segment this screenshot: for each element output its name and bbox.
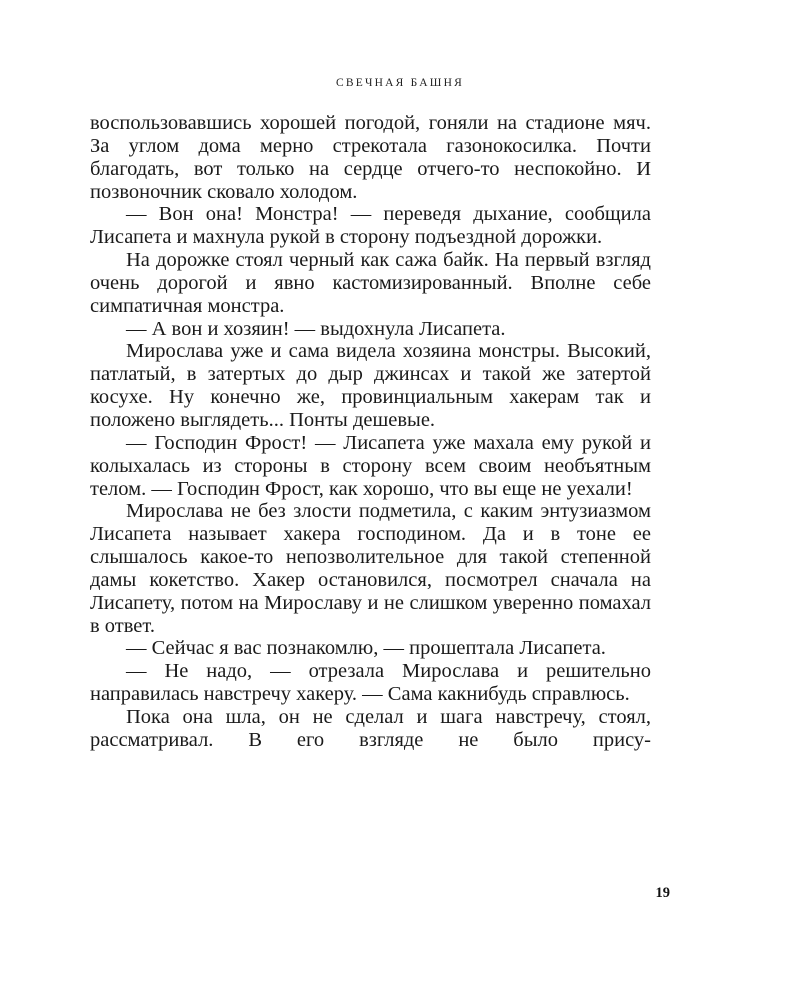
paragraph: — Вон она! Монстра! — переведя дыхание, сообщила Лисапета и махнула рукой в сторону подъездной дорожки. <box>90 203 651 249</box>
paragraph: воспользовавшись хорошей погодой, гоняли на стадионе мяч. За углом дома мерно стрекотала газонокосилка. Почти благодать, вот только на сердце отчего-то неспокойно. И позвоночник сковало холодом. <box>90 112 651 203</box>
paragraph: Пока она шла, он не сделал и шага навстречу, стоял, рассматривал. В его взгляде не было прису- <box>90 705 651 751</box>
paragraph: На дорожке стоял черный как сажа байк. На первый взгляд очень дорогой и явно кастомизированный. Вполне себе симпатичная монстра. <box>90 249 651 317</box>
page-number: 19 <box>655 885 670 901</box>
paragraph: — Господин Фрост! — Лисапета уже махала ему рукой и колыхалась из стороны в сторону всем своим необъятным телом. — Господин Фрост, как хорошо, что вы еще не уехали! <box>90 431 651 500</box>
paragraph: — Сейчас я вас познакомлю, — прошептала Лисапета. <box>126 637 606 660</box>
paragraph: Мирослава не без злости подметила, с каким энтузиазмом Лисапета называет хакера господином. Да и в тоне ее слышалось какое-то непозволительное для такой степенной дамы кокетство. Хакер остановился, посмотрел сначала на Лисапету, потом на Мирославу и не слишком уверенно помахал в ответ. <box>90 500 651 637</box>
paragraph: — Не надо, — отрезала Мирослава и решительно направилась навстречу хакеру. — Сама какнибудь справлюсь. <box>90 660 651 706</box>
running-header: СВЕЧНАЯ БАШНЯ <box>336 77 464 89</box>
paragraph: — А вон и хозяин! — выдохнула Лисапета. <box>126 317 506 340</box>
paragraph: Мирослава уже и сама видела хозяина монстры. Высокий, патлатый, в затертых до дыр джинсах и такой же затертой косухе. Ну конечно же, провинциальным хакерам так и положено выглядеть... Понты дешевые. <box>90 340 651 431</box>
body-text <box>90 112 651 752</box>
